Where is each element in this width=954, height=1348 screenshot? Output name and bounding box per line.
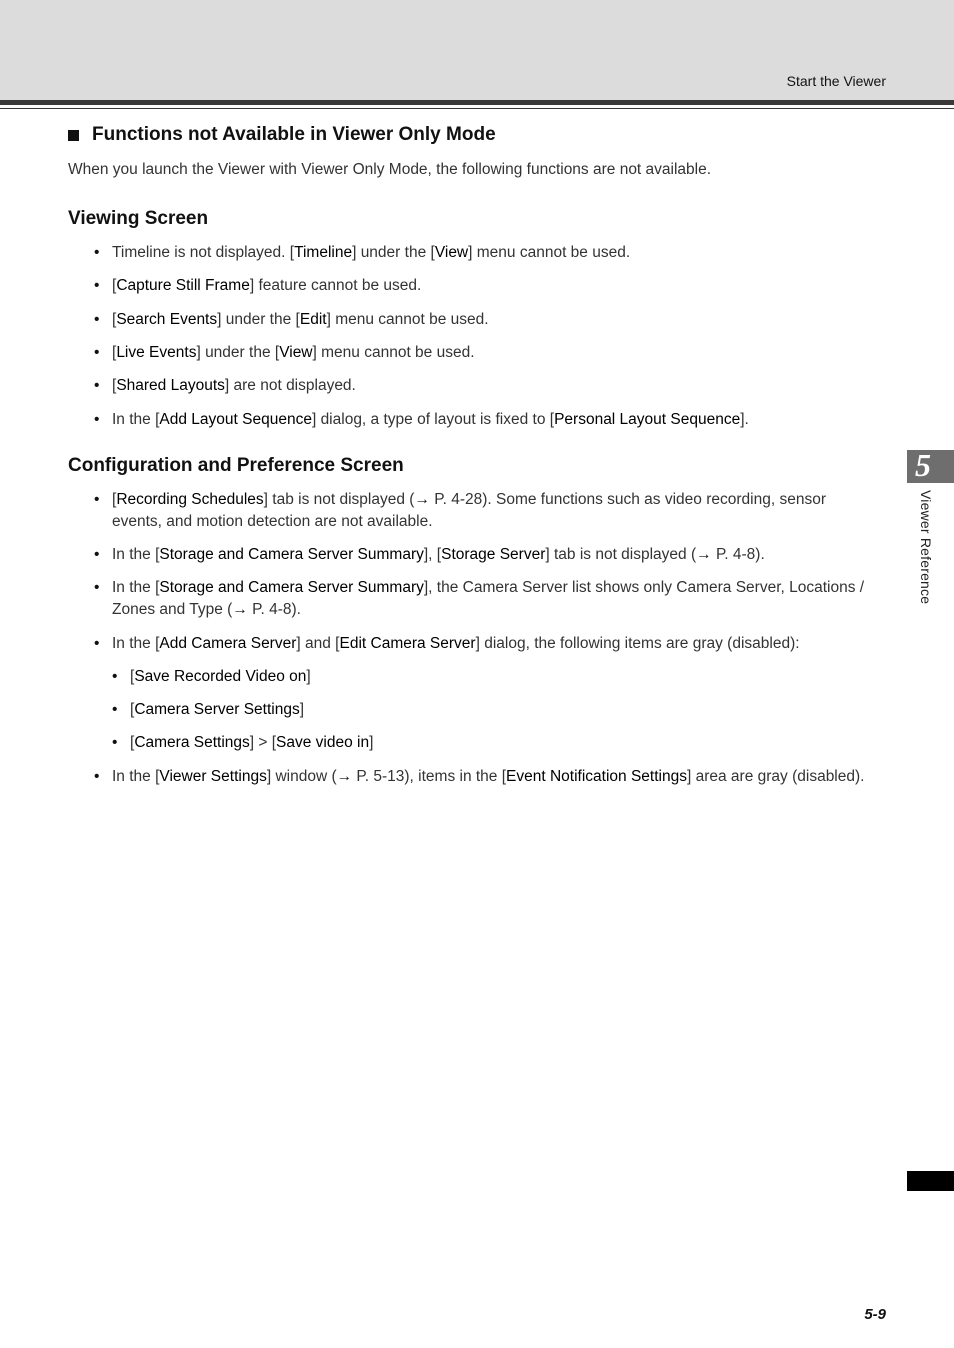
viewing-screen-heading: Viewing Screen — [68, 208, 209, 230]
arrow-icon: → — [414, 490, 430, 508]
square-bullet-icon — [68, 130, 79, 141]
list-item: • [Shared Layouts] are not displayed. — [68, 375, 868, 397]
arrow-icon: → — [232, 601, 248, 619]
section-title — [68, 124, 868, 146]
list-item: • [Capture Still Frame] feature cannot be used. — [68, 275, 868, 297]
page-number: 5-9 — [864, 1306, 886, 1323]
page-content — [68, 124, 868, 799]
header-rule-thin — [0, 108, 954, 109]
sub-list-item: • [Camera Settings] > [Save video in] — [68, 732, 868, 754]
list-item: • In the [Storage and Camera Server Summary], the Camera Server list shows only Camera Server, Locations / Zones and Type (→ P. 4-8). — [68, 577, 868, 621]
list-item: • In the [Add Camera Server] and [Edit Camera Server] dialog, the following items are gray (disabled): — [68, 633, 868, 655]
header-rule-thick — [0, 100, 954, 105]
sub-list-item: • [Camera Server Settings] — [68, 699, 868, 721]
chapter-label: Viewer Reference — [918, 490, 934, 605]
list-item: • Timeline is not displayed. [Timeline] under the [View] menu cannot be used. — [68, 242, 868, 264]
configuration-screen-list — [68, 489, 868, 788]
list-item: • In the [Storage and Camera Server Summary], [Storage Server] tab is not displayed (→ P. 4-8). — [68, 544, 868, 566]
list-item: • In the [Add Layout Sequence] dialog, a type of layout is fixed to [Personal Layout Sequence]. — [68, 409, 868, 431]
list-item: • [Search Events] under the [Edit] menu cannot be used. — [68, 309, 868, 331]
list-item: • [Recording Schedules] tab is not displayed (→ P. 4-28). Some functions such as video recording, sensor events, and motion detection are not available. — [68, 489, 868, 533]
chapter-number: 5 — [915, 447, 931, 483]
intro-paragraph: When you launch the Viewer with Viewer Only Mode, the following functions are not available. — [68, 161, 712, 178]
arrow-icon: → — [696, 545, 712, 563]
section-title-text: Functions not Available in Viewer Only Mode — [92, 124, 496, 145]
list-item: • In the [Viewer Settings] window (→ P. 5-13), items in the [Event Notification Settings] area are gray (disabled). — [68, 766, 868, 788]
viewing-screen-list — [68, 242, 868, 430]
arrow-icon: → — [336, 767, 353, 785]
index-marker — [907, 1171, 954, 1191]
running-header: Start the Viewer — [786, 73, 886, 89]
list-item: • [Live Events] under the [View] menu cannot be used. — [68, 342, 868, 364]
configuration-screen-heading: Configuration and Preference Screen — [68, 454, 404, 476]
header-band — [0, 0, 954, 100]
sub-list-item: • [Save Recorded Video on] — [68, 666, 868, 688]
